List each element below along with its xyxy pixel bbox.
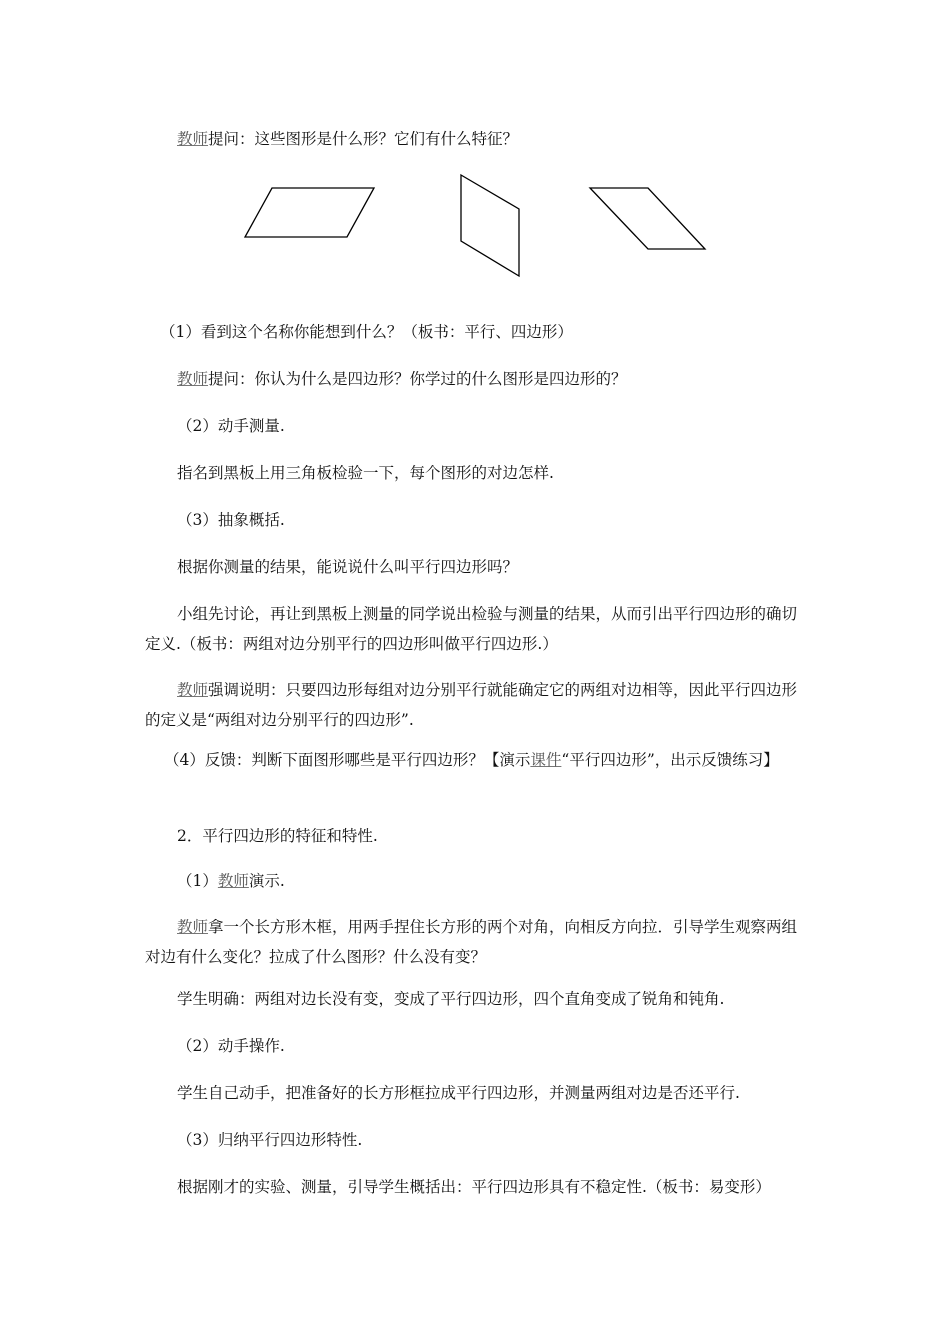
paragraph-teacher-demo: [145, 912, 810, 972]
paragraph-student-operation: 学生自己动手，把准备好的长方形框拉成平行四边形，并测量两组对边是否还平行.: [177, 1084, 740, 1102]
parallelogram-figures: [230, 165, 720, 290]
paragraph-step-2: （2）动手测量.: [177, 417, 285, 435]
paragraph-step-2-1: [177, 866, 842, 896]
paragraph-teacher-emphasis: [145, 675, 810, 735]
paragraph-group-discussion: 小组先讨论，再让到黑板上测量的同学说出检验与测量的结果，从而引出平行四边形的确切定义.（板书：两组对边分别平行的四边形叫做平行四边形.）: [145, 605, 798, 653]
paragraph-step-4-feedback: [145, 745, 810, 775]
paragraph-step-1: （1）看到这个名称你能想到什么？（板书：平行、四边形）: [160, 323, 573, 341]
paragraph-step-2-3: （3）归纳平行四边形特性.: [177, 1131, 363, 1149]
teacher-link[interactable]: 教师: [177, 130, 209, 148]
paragraph-step-2-2: （2）动手操作.: [177, 1037, 285, 1055]
courseware-link[interactable]: 课件: [530, 751, 562, 769]
paragraph-text: 强调说明：只要四边形每组对边分别平行就能确定它的两组对边相等，因此平行四边形的定义是“两组对边分别平行的四边形”.: [145, 681, 798, 729]
paragraph-text: 拿一个长方形木框，用两手捏住长方形的两个对角，向相反方向拉．引导学生观察两组对边有什么变化？拉成了什么图形？什么没有变？: [145, 918, 798, 966]
paragraph-text: 演示.: [248, 872, 285, 890]
teacher-link[interactable]: 教师: [177, 918, 209, 936]
paragraph-text: “平行四边形”，出示反馈练习】: [561, 751, 779, 769]
paragraph-step-3: （3）抽象概括.: [177, 511, 285, 529]
paragraph-definition-question: 根据你测量的结果，能说说什么叫平行四边形吗？: [177, 558, 519, 576]
paragraph-student-conclusion: 学生明确：两组对边长没有变，变成了平行四边形，四个直角变成了锐角和钝角.: [177, 990, 725, 1008]
paragraph-teacher-question-1: [177, 124, 842, 154]
parallelogram-3: [590, 188, 705, 249]
parallelogram-2: [461, 175, 519, 276]
paragraph-text: 提问：这些图形是什么形？它们有什么特征？: [208, 130, 519, 148]
paragraph-measure-instruction: 指名到黑板上用三角板检验一下，每个图形的对边怎样.: [177, 464, 554, 482]
paragraph-summary: 根据刚才的实验、测量，引导学生概括出：平行四边形具有不稳定性.（板书：易变形）: [177, 1178, 771, 1196]
paragraph-teacher-question-2: [177, 364, 842, 394]
teacher-link[interactable]: 教师: [177, 370, 209, 388]
teacher-link[interactable]: 教师: [217, 872, 249, 890]
parallelogram-1: [245, 188, 374, 237]
paragraph-text: 提问：你认为什么是四边形？你学过的什么图形是四边形的？: [208, 370, 627, 388]
paragraph-text: （1）: [177, 872, 218, 890]
teacher-link[interactable]: 教师: [177, 681, 209, 699]
section-heading-2: 2．平行四边形的特征和特性.: [177, 827, 378, 845]
paragraph-text: （4）反馈：判断下面图形哪些是平行四边形？【演示: [164, 751, 531, 769]
